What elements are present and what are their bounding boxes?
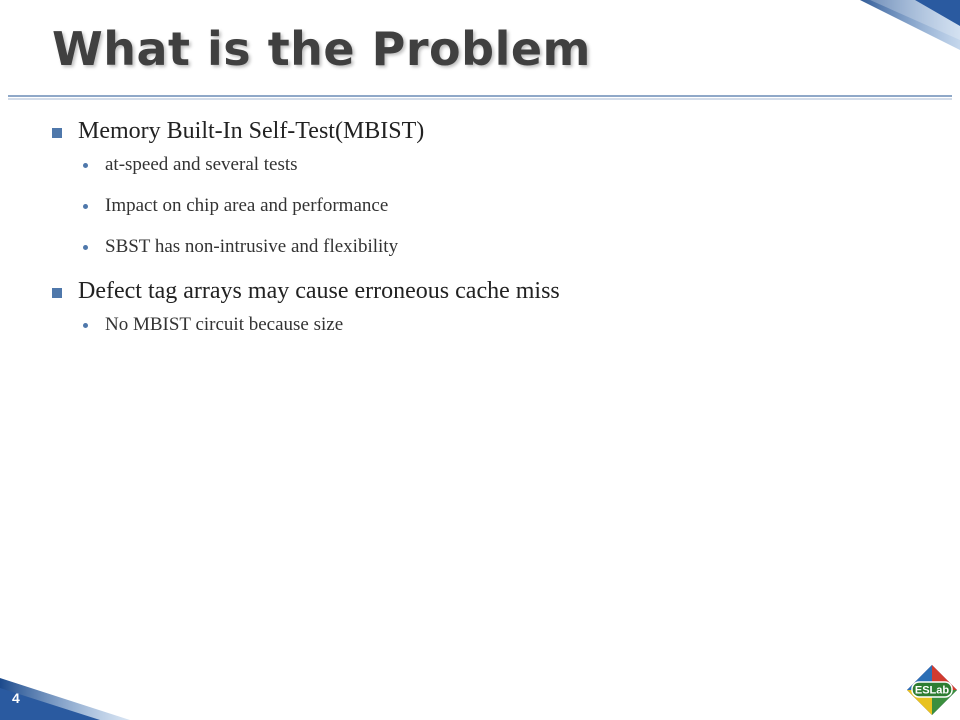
slide-title: What is the Problem [52,22,591,76]
sub-bullet-item [52,236,932,258]
bullet-text: Defect tag arrays may cause erroneous cache miss [78,278,560,304]
logo-text: ESLab [914,684,950,697]
square-bullet-icon [52,128,62,138]
slide-content [52,114,932,352]
sub-bullet-list [52,314,932,336]
square-bullet-icon [52,288,62,298]
sub-bullet-text: Impact on chip area and performance [105,195,389,216]
sub-bullet-text: SBST has non-intrusive and flexibility [105,236,399,257]
sub-bullet-item [52,314,932,336]
sub-bullet-text: No MBIST circuit because size [105,314,344,335]
dot-bullet-icon [83,245,88,250]
title-divider [8,95,952,101]
dot-bullet-icon [83,323,88,328]
sub-bullet-item [52,154,932,176]
sub-bullet-text: at-speed and several tests [105,154,298,175]
sub-bullet-item [52,195,932,217]
page-number: 4 [12,690,20,706]
sub-bullet-list [52,154,932,258]
bullet-text: Memory Built-In Self-Test(MBIST) [78,118,425,144]
corner-decoration-top [860,0,960,60]
bullet-item [52,274,932,308]
eslab-logo-icon [906,664,958,716]
bullet-item [52,114,932,148]
dot-bullet-icon [83,163,88,168]
dot-bullet-icon [83,204,88,209]
